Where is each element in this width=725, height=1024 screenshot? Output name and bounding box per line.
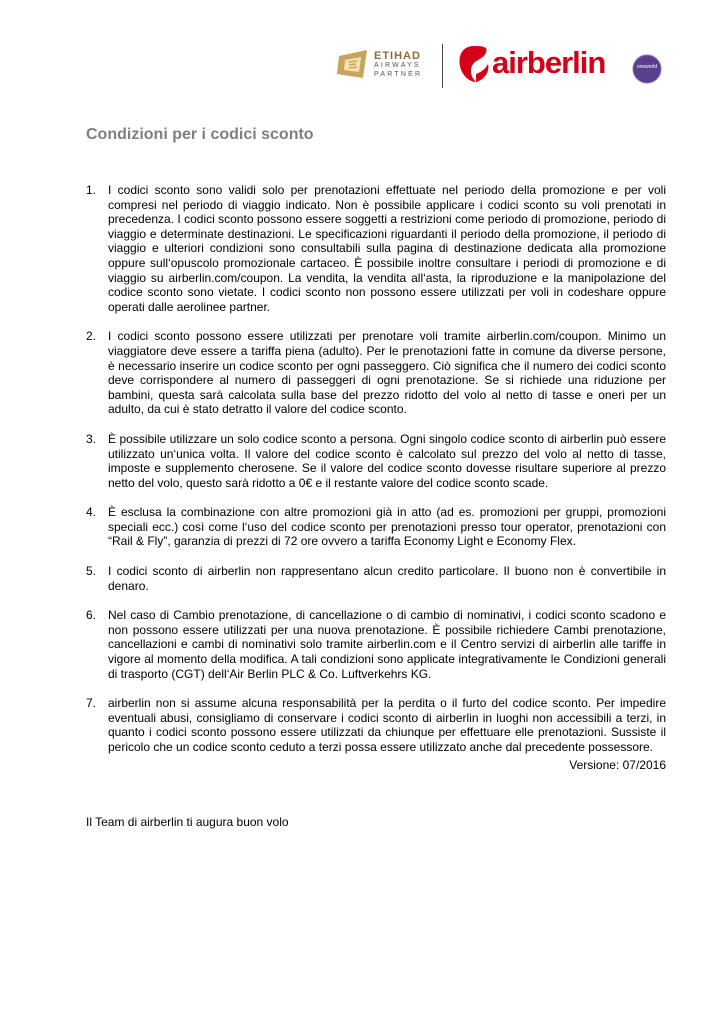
conditions-list — [86, 183, 666, 770]
list-item — [86, 564, 666, 593]
closing-line: Il Team di airberlin ti augura buon volo — [86, 815, 289, 829]
oneworld-label: oneworld — [636, 64, 658, 70]
logo-divider — [442, 44, 443, 88]
list-item — [86, 608, 666, 681]
item-text: È possibile utilizzare un solo codice sconto a persona. Ogni singolo codice sconto di airberlin può essere utilizzato un‘unica volta. Il valore del codice sconto è calcolato sul prezzo del volo al netto di tasse, imposte e supplemento cherosene. Se il valore del codice sconto dovesse risultare superiore al prezzo netto del volo, questo sarà ridotto a 0€ e il restante valore del codice sconto scade. — [108, 431, 666, 490]
etihad-name: ETIHAD — [374, 50, 421, 62]
item-text: Nel caso di Cambio prenotazione, di cancellazione o di cambio di nominativi, i codici sconto scadono e non possono essere utilizzati per una nuova prenotazione. È possibile richiedere Cambi prenotazione, cancellazioni e cambi di nominativi solo tramite airberlin.com e il Centro servizi di airberlin alle tariffe in vigore al momento della modifica. A tali condizioni sono applicate integrativamente le Condizioni generali di trasporto (CGT) dell‘Air Berlin PLC & Co. Luftverkehrs KG. — [108, 608, 666, 681]
item-text: I codici sconto di airberlin non rappresentano alcun credito particolare. Il buono non è convertibile in denaro. — [108, 564, 666, 593]
oneworld-logo — [632, 54, 662, 84]
item-text: I codici sconto sono validi solo per prenotazioni effettuate nel periodo della promozione e per voli compresi nel periodo di viaggio indicato. Non è possibile applicare i codici sconto su voli prenotati in precedenza. I codici sconto possono essere soggetti a restrizioni come periodo di promozione, periodo di viaggio e determinate destinazioni. Le specificazioni riguardanti il periodo della promozione, il periodo di viaggio e ulteriori condizioni sono consultabili sulla pagina di destinazione dedicata alla promozione oppure sull‘opuscolo promozionale cartaceo. È possibile inoltre consultare i periodi di promozione e di viaggio su airberlin.com/coupon. La vendita, la vendita all‘asta, la riproduzione e la manipolazione del codice sconto sono vietate. I codici sconto non possono essere utilizzati per voli in codeshare oppure operati dalle aerolinee partner. — [108, 183, 666, 314]
list-item — [86, 183, 666, 314]
airberlin-emblem-icon — [456, 44, 492, 84]
airberlin-logo — [456, 42, 636, 84]
page-title: Condizioni per i codici sconto — [86, 126, 314, 143]
item-text: airberlin non si assume alcuna responsabilità per la perdita o il furto del codice sconto. Per impedire eventuali abusi, consigliamo di conservare i codici sconto di airberlin in luoghi non accessibili a terzi, in quanto i codici sconto possono essere utilizzati da chiunque per effettuare elle prenotazioni. Sussiste il pericolo che un codice sconto ceduto a terzi possa essere utilizzato anche dal precedente possessore. — [108, 696, 666, 754]
item-text: I codici sconto possono essere utilizzati per prenotare voli tramite airberlin.com/coupon. Minimo un viaggiatore deve essere a tariffa piena (adulto). Per le prenotazioni fatte in comune da diverse persone, è necessario inserire un codice sconto per ogni passeggero. Ciò significa che il numero dei codici sconto deve corrispondere al numero di passeggeri di ogni prenotazione. Se si richiede una riduzione per bambini, questa sarà calcolata sulla base del prezzo ridotto del volo al netto di tasse e oneri per un adulto, da cui è stato detratto il valore del codice sconto. — [108, 329, 666, 417]
etihad-emblem-icon — [335, 48, 371, 84]
item-number: 2. — [86, 329, 97, 344]
item-number: 7. — [86, 696, 97, 711]
etihad-airways: AIRWAYS — [374, 62, 421, 69]
item-number: 1. — [86, 183, 97, 197]
etihad-partner: PARTNER — [374, 71, 423, 78]
item-number: 5. — [86, 564, 97, 579]
item-number: 4. — [86, 505, 97, 520]
list-item — [86, 432, 666, 490]
item-number: 6. — [86, 608, 97, 623]
airberlin-wordmark: airberlin — [492, 45, 606, 80]
version-label: Versione: 07/2016 — [569, 758, 666, 772]
item-number: 3. — [86, 431, 97, 446]
etihad-partner-logo — [335, 48, 435, 84]
list-item — [86, 696, 666, 754]
list-item — [86, 505, 666, 549]
item-text: È esclusa la combinazione con altre promozioni già in atto (ad es. promozioni per gruppi, promozioni speciali ecc.) così come l‘uso del codice sconto per prenotazioni presso tour operator, prenotazioni con “Rail & Fly”, garanzia di prezzi di 72 ore ovvero a tariffa Economy Light e Economy Flex. — [108, 505, 666, 549]
list-item — [86, 329, 666, 417]
page-header — [335, 38, 675, 88]
